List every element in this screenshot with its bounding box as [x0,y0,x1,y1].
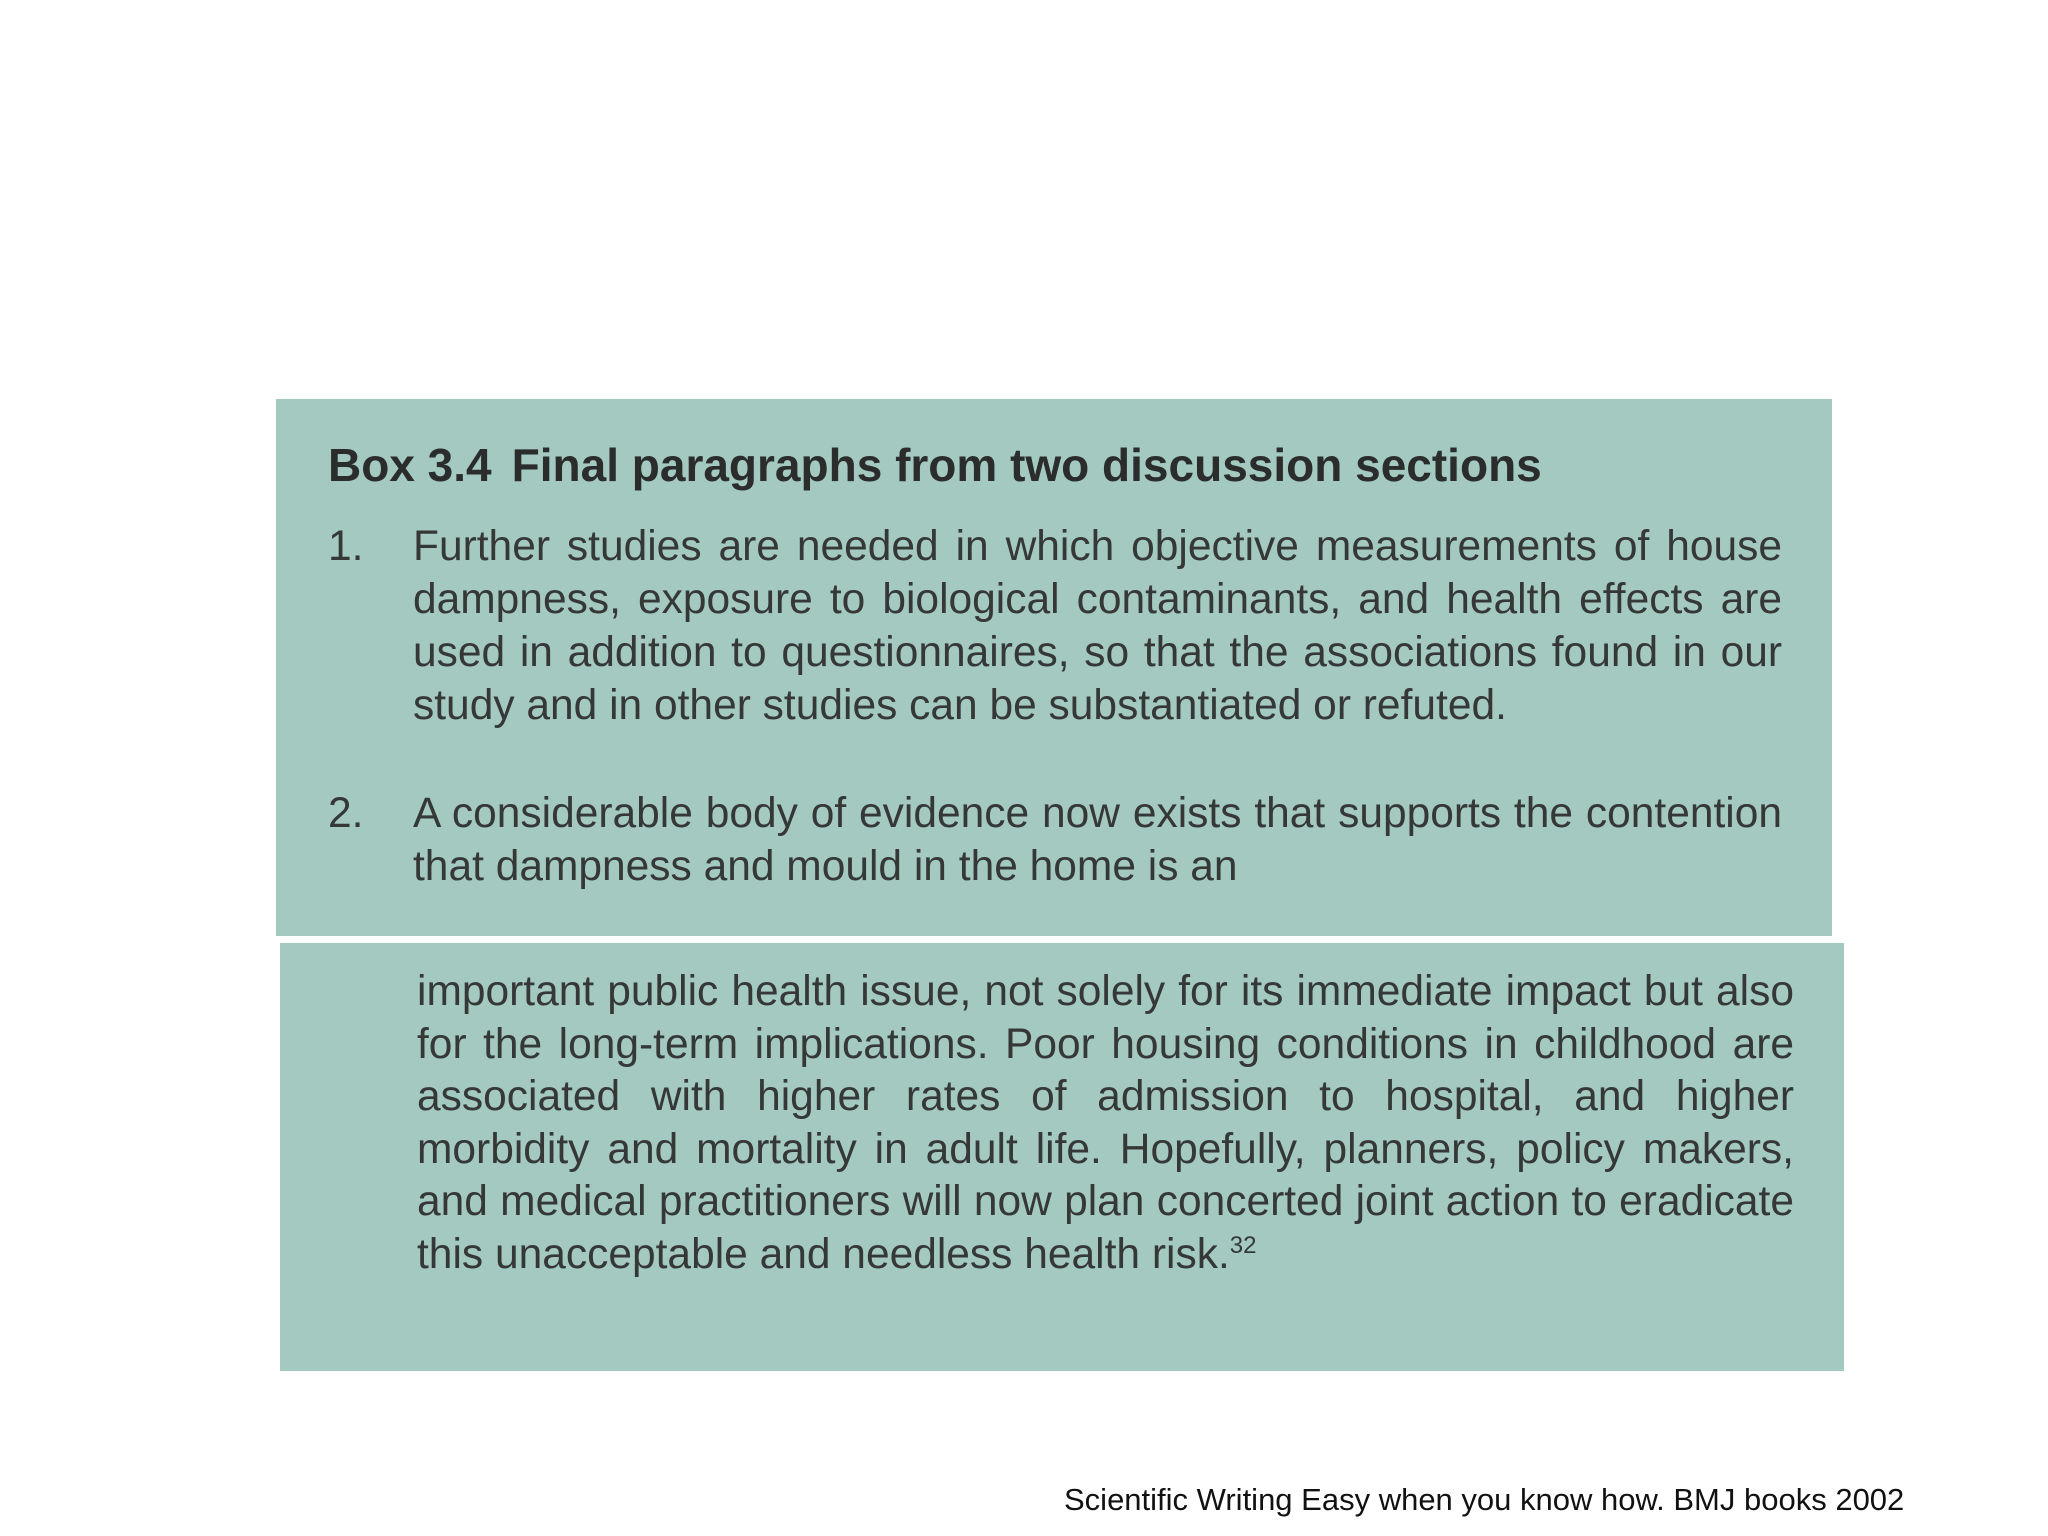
continuation-text: important public health issue, not solely for its immediate impact but also for the long-term implications. Poor housing conditions in childhood are associated with higher rates of admission to hospital, and higher morbidity and mortality in adult life. Hopefully, planners, policy makers, and medical practitioners will now plan concerted joint action to eradicate this unacceptable and needless health risk. [417,968,1794,1278]
source-citation: Scientific Writing Easy when you know how. BMJ books 2002 [1064,1482,1905,1517]
list-item-2 [328,787,1782,893]
box-panel-bottom [280,943,1844,1371]
box-panel-top [276,399,1832,936]
box-title-text: Final paragraphs from two discussion sections [511,439,1542,491]
box-label: Box 3.4 [328,439,492,491]
list-item-text: Further studies are needed in which objective measurements of house dampness, exposure to biological contaminants, and health effects are used in addition to questionnaires, so that the associations found in our study and in other studies can be substantiated or refuted. [413,523,1782,729]
list-item-2-continuation [417,966,1794,1281]
box-title [328,437,1542,493]
list-item-number: 1. [328,523,364,570]
list-item-1 [328,520,1782,732]
list-item-text: A considerable body of evidence now exists that supports the contention that dampness and mould in the home is an [413,790,1782,890]
reference-superscript: 32 [1229,1231,1257,1259]
list-item-number: 2. [328,790,364,837]
